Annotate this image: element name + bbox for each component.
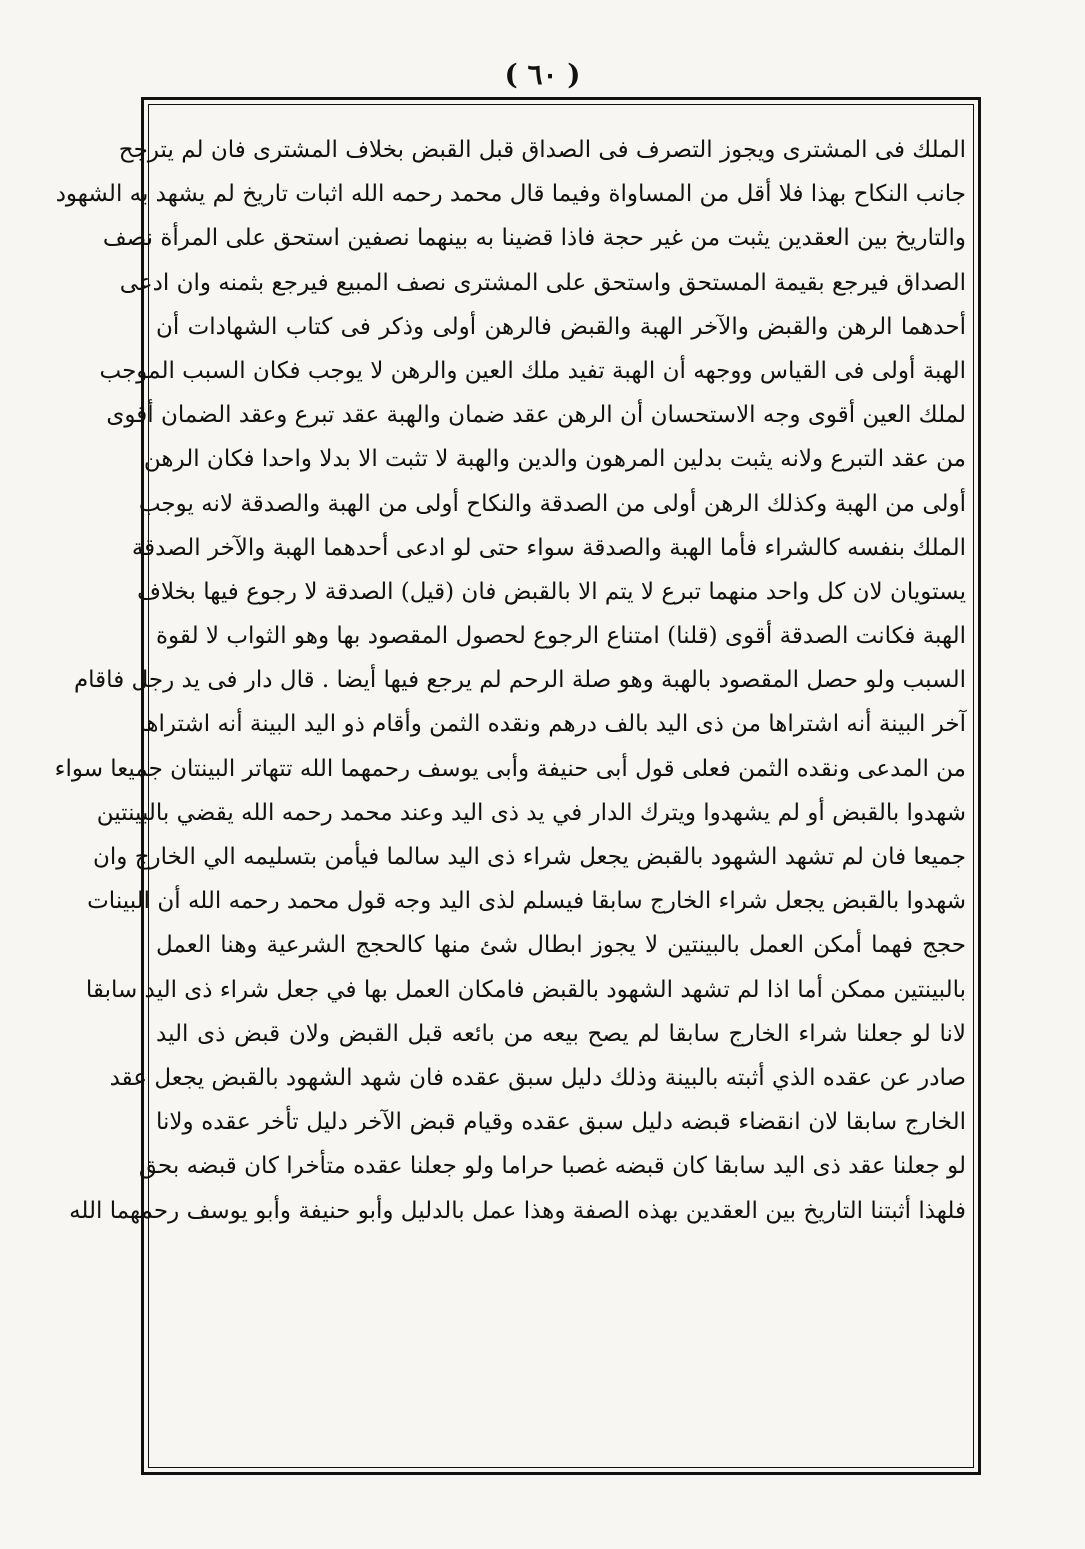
text-line: أحدهما الرهن والقبض والآخر الهبة والقبض فالرهن أولى وذكر فى كتاب الشهادات أن — [156, 313, 966, 340]
text-line: شهدوا بالقبض أو لم يشهدوا ويترك الدار في يد ذى اليد وعند محمد رحمه الله يقضي بالبينتين — [96, 799, 966, 826]
text-line: بالبينتين ممكن أما اذا لم تشهد الشهود بالقبض فامكان العمل بها في جعل شراء ذى اليد سابقا — [85, 976, 966, 1003]
text-line: جانب النكاح بهذا فلا أقل من المساواة وفيما قال محمد رحمه الله اثبات تاريخ لم يشهد به الشهود — [55, 181, 966, 208]
text-line: لانا لو جعلنا شراء الخارج سابقا لم يصح بيعه من بائعه قبل القبض ولان قبض ذى اليد — [156, 1020, 966, 1047]
text-line: جميعا فان لم تشهد الشهود بالقبض يجعل شراء ذى اليد سالما فيأمن بتسليمه الي الخارج وان — [93, 844, 966, 870]
text-line: أولى من الهبة وكذلك الرهن أولى من الصدقة والنكاح أولى من الهبة والصدقة لانه يوجب — [138, 490, 966, 517]
text-line: شهدوا بالقبض يجعل شراء الخارج سابقا فيسلم لذى اليد وجه قول محمد رحمه الله أن البينات — [87, 888, 966, 915]
text-line: لملك العين أقوى وجه الاستحسان أن الرهن عقد ضمان والهبة عقد تبرع وعقد الضمان أقوى — [106, 402, 966, 429]
text-line: الصداق فيرجع بقيمة المستحق واستحق على المشترى نصف المبيع فيرجع بثمنه وان ادعى — [119, 269, 966, 296]
text-line: فلهذا أثبتنا التاريخ بين العقدين بهذه الصفة وهذا عمل بالدليل وأبو حنيفة وأبو يوسف رحمهما الله — [69, 1197, 966, 1224]
text-line: صادر عن عقده الذي أثبته بالبينة وذلك دليل سبق عقده فان شهد الشهود بالقبض يجعل عقد — [109, 1064, 966, 1091]
text-line: لو جعلنا عقد ذى اليد سابقا كان قبضه غصبا حراما ولو جعلنا عقده متأخرا كان قبضه بحق — [138, 1153, 966, 1180]
text-line: الملك بنفسه كالشراء فأما الهبة والصدقة سواء حتى لو ادعى أحدهما الهبة والآخر الصدقة — [131, 534, 966, 561]
text-line: الخارج سابقا لان انقضاء قبضه دليل سبق عقده وقيام قبض الآخر دليل تأخر عقده ولانا — [156, 1109, 966, 1136]
text-line: الهبة أولى فى القياس ووجهه أن الهبة تفيد ملك العين والرهن لا يوجب فكان السبب الموجب — [99, 357, 966, 384]
text-line: آخر البينة أنه اشتراها من ذى اليد بالف درهم ونقده الثمن وأقام ذو اليد البينة أنه اشتراها — [139, 711, 966, 738]
text-line: من المدعى ونقده الثمن فعلى قول أبى حنيفة وأبى يوسف رحمهما الله تتهاتر البينتان جميعا سواء — [54, 755, 966, 782]
text-line: والتاريخ بين العقدين يثبت من غير حجة فاذا قضينا به بينهما نصفين استحق على المرأة نصف — [102, 225, 966, 252]
page-number: ( ٦٠ ) — [504, 58, 581, 91]
text-line: السبب ولو حصل المقصود بالهبة وهو صلة الرحم لم يرجع فيها أيضا . قال دار فى يد رجل فاقام — [73, 667, 966, 694]
text-line: يستويان لان كل واحد منهما تبرع لا يتم الا بالقبض فان (قيل) الصدقة لا رجوع فيها بخلاف — [137, 578, 966, 605]
body-text — [54, 128, 966, 1458]
text-line: من عقد التبرع ولانه يثبت بدلين المرهون والدين والهبة لا تثبت الا بدلا واحدا فكان الرهن — [143, 446, 966, 473]
text-line: حجج فهما أمكن العمل بالبينتين لا يجوز ابطال شئ منها كالحجج الشرعية وهنا العمل — [156, 932, 966, 959]
text-line: الملك فى المشترى ويجوز التصرف فى الصداق قبل القبض بخلاف المشترى فان لم يترجح — [118, 137, 966, 163]
text-line: الهبة فكانت الصدقة أقوى (قلنا) امتناع الرجوع لحصول المقصود بها وهو الثواب لا لقوة — [156, 623, 966, 650]
